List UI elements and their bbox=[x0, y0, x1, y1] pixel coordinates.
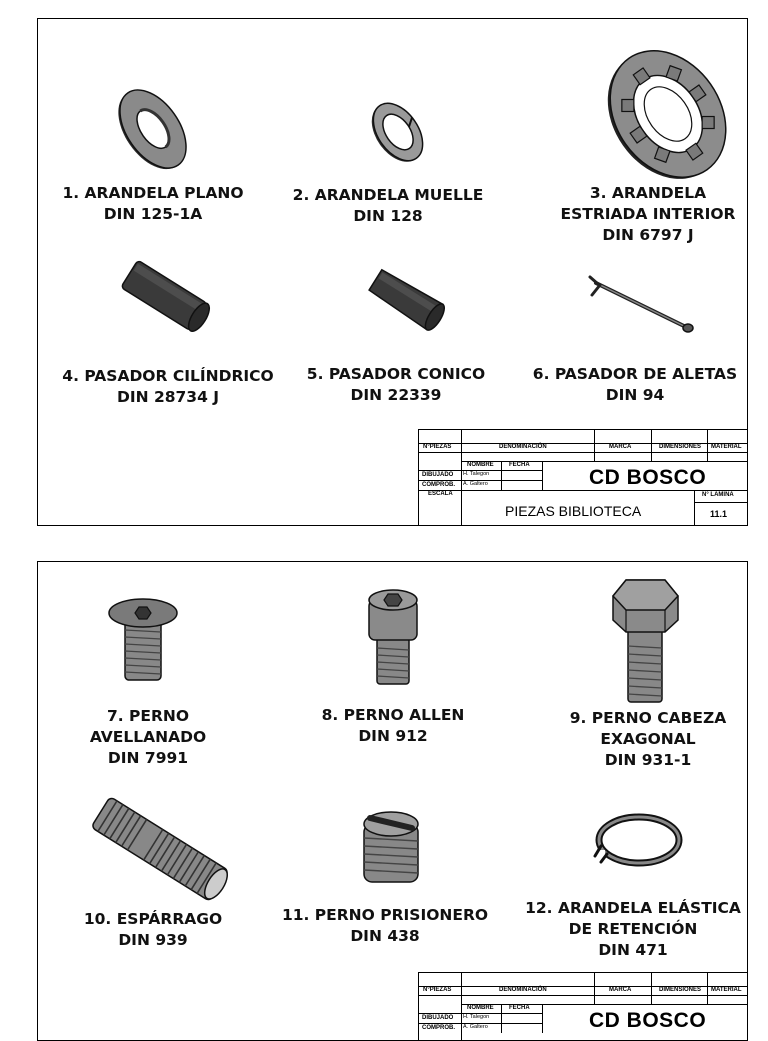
part-label-5: 5. PASADOR CONICO DIN 22339 bbox=[306, 365, 486, 404]
comprob-label: COMPROB. bbox=[422, 1025, 455, 1031]
dibujado-label: DIBUJADO bbox=[422, 472, 454, 478]
comprob-label: COMPROB. bbox=[422, 482, 455, 488]
part-countersunk-bolt bbox=[108, 596, 178, 686]
header-marca: MARCA bbox=[609, 987, 632, 993]
title-block bbox=[418, 429, 748, 526]
header-npiezas: N°PIEZAS bbox=[423, 444, 452, 450]
title-block bbox=[418, 972, 748, 1041]
company-name: CD BOSCO bbox=[589, 1009, 707, 1032]
part-set-screw bbox=[356, 808, 426, 888]
toothed-washer-icon bbox=[608, 44, 728, 184]
header-material: MATERIAL bbox=[711, 444, 742, 450]
part-flat-washer bbox=[113, 79, 193, 179]
part-toothed-washer bbox=[608, 44, 728, 184]
part-retaining-ring bbox=[593, 812, 683, 872]
header-marca: MARCA bbox=[609, 444, 632, 450]
hex-head-bolt-icon bbox=[608, 576, 683, 704]
dibujado-name: H. Talegon bbox=[463, 1014, 490, 1020]
socket-head-bolt-icon bbox=[363, 588, 423, 688]
comprob-name: A. Galtero bbox=[463, 1024, 488, 1030]
part-label-11: 11. PERNO PRISIONERO DIN 438 bbox=[281, 906, 489, 945]
stud-bolt-icon bbox=[90, 794, 230, 904]
header-npiezas: N°PIEZAS bbox=[423, 987, 452, 993]
part-label-2: 2. ARANDELA MUELLE DIN 128 bbox=[292, 186, 484, 225]
cylindrical-pin-icon bbox=[118, 259, 213, 334]
escala-label: ESCALA bbox=[428, 491, 453, 497]
part-label-4: 4. PASADOR CILÍNDRICO DIN 28734 J bbox=[62, 367, 274, 406]
header-denominacion: DENOMINACIÓN bbox=[499, 987, 547, 993]
header-material: MATERIAL bbox=[711, 987, 742, 993]
part-cylindrical-pin bbox=[118, 259, 213, 334]
part-hex-head-bolt bbox=[608, 576, 683, 704]
drawing-sheet-1 bbox=[37, 18, 748, 526]
part-spring-washer bbox=[363, 94, 433, 169]
cotter-pin-icon bbox=[586, 269, 701, 339]
part-taper-pin bbox=[366, 264, 446, 334]
part-socket-head-bolt bbox=[363, 588, 423, 688]
lamina-label: N° LAMINA bbox=[702, 492, 734, 498]
part-label-10: 10. ESPÁRRAGO DIN 939 bbox=[83, 910, 223, 949]
header-dimensiones: DIMENSIONES bbox=[659, 987, 702, 993]
retaining-ring-icon bbox=[593, 812, 683, 872]
part-label-3: 3. ARANDELA ESTRIADA INTERIOR DIN 6797 J bbox=[560, 184, 736, 244]
lamina-number: 11.1 bbox=[710, 509, 728, 519]
countersunk-bolt-icon bbox=[108, 596, 178, 686]
fecha-label: FECHA bbox=[509, 1005, 530, 1011]
taper-pin-icon bbox=[366, 264, 446, 334]
dibujado-name: H. Talegon bbox=[463, 471, 490, 477]
company-name: CD BOSCO bbox=[589, 466, 707, 489]
part-cotter-pin bbox=[586, 269, 701, 339]
header-dimensiones: DIMENSIONES bbox=[659, 444, 702, 450]
dibujado-label: DIBUJADO bbox=[422, 1015, 454, 1021]
set-screw-icon bbox=[356, 808, 426, 888]
nombre-label: NOMBRE bbox=[467, 462, 494, 468]
part-label-6: 6. PASADOR DE ALETAS DIN 94 bbox=[532, 365, 738, 404]
comprob-name: A. Galtero bbox=[463, 481, 488, 487]
part-label-8: 8. PERNO ALLEN DIN 912 bbox=[321, 706, 465, 745]
nombre-label: NOMBRE bbox=[467, 1005, 494, 1011]
part-label-7: 7. PERNO AVELLANADO DIN 7991 bbox=[89, 707, 207, 767]
header-denominacion: DENOMINACIÓN bbox=[499, 444, 547, 450]
part-label-12: 12. ARANDELA ELÁSTICA DE RETENCIÓN DIN 471 bbox=[525, 899, 741, 959]
drawing-sheet-2 bbox=[37, 561, 748, 1041]
part-label-9: 9. PERNO CABEZA EXAGONAL DIN 931-1 bbox=[569, 709, 727, 769]
part-label-1: 1. ARANDELA PLANO DIN 125-1A bbox=[62, 184, 244, 223]
flat-washer-icon bbox=[113, 79, 193, 179]
part-stud-bolt bbox=[90, 794, 230, 904]
drawing-title: PIEZAS BIBLIOTECA bbox=[505, 503, 642, 519]
fecha-label: FECHA bbox=[509, 462, 530, 468]
spring-washer-icon bbox=[363, 94, 433, 169]
